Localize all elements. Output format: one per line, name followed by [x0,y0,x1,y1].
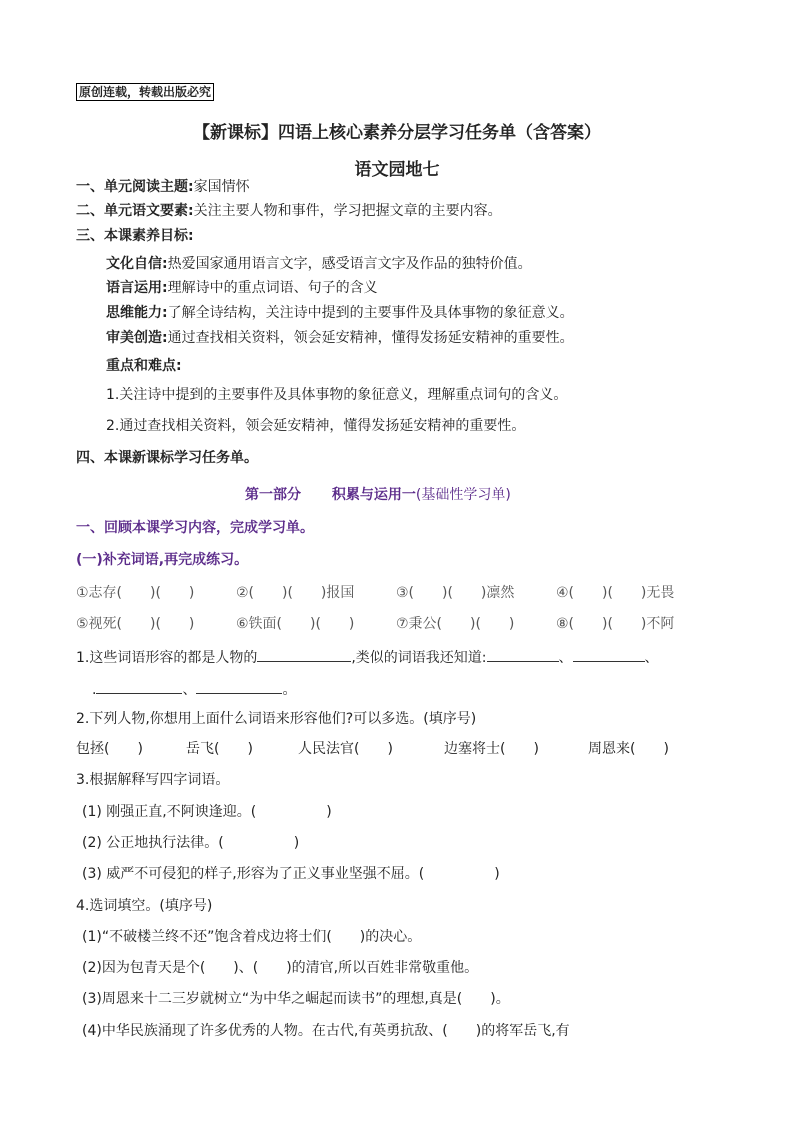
goal-item [106,254,532,274]
goal-label: 文化自信: [106,256,168,272]
person-item: 边塞将士( ) [444,741,539,757]
goal-text: 通过查找相关资料，领会延安精神，懂得发扬延安精神的重要性。 [167,330,574,346]
unit-theme-value: 家国情怀 [193,179,250,195]
q3-item: (2) 公正地执行法律。( ) [82,835,300,851]
q4-item: (1)“不破楼兰终不还”饱含着戍边将士们( )的决心。 [82,929,422,945]
q1-text-b: ,类似的词语我还知道: [351,650,487,666]
part-title [245,485,511,505]
goal-label: 审美创造: [106,330,168,346]
part-title-b: 积累与运用一 [331,487,416,503]
goal-label: 语言运用: [106,280,168,296]
person-item: 岳飞( ) [186,741,253,757]
q1-sep: 、 [182,682,197,698]
answer-blank[interactable] [96,679,182,694]
review-heading: 一、回顾本课学习内容，完成学习单。 [76,520,314,536]
goal-text: 热爱国家通用语言文字，感受语言文字及作品的独特价值。 [167,256,532,272]
q3-item: (3) 威严不可侵犯的样子,形容为了正义事业坚强不屈。( ) [82,866,500,882]
q1-sep: 、 [558,650,573,666]
word-item: ①志存( )( ) [76,585,195,601]
answer-blank[interactable] [257,647,351,662]
answer-blank[interactable] [196,679,282,694]
unit-theme-label: 一、单元阅读主题: [76,179,194,195]
word-row-1 [76,583,674,603]
q4-item: (3)周恩来十二三岁就树立“为中华之崛起而读书”的理想,真是( )。 [82,991,510,1007]
q4-item: (2)因为包青天是个( )、( )的清官,所以百姓非常敬重他。 [82,960,479,976]
goal-item [106,328,574,348]
q1-sep: 、 [644,650,659,666]
q1-text-a: 1.这些词语形容的都是人物的 [76,650,258,666]
answer-blank[interactable] [573,647,645,662]
word-item: ④( )( )无畏 [556,585,675,601]
copyright-notice: 原创连载，转载出版必究 [76,83,214,101]
part-title-c: (基础性学习单) [415,487,511,503]
question-1-line2 [92,679,296,700]
person-item: 包拯( ) [76,741,143,757]
q1-end: 。 [282,682,297,698]
people-row [76,739,669,759]
question-2: 2.下列人物,你想用上面什么词语来形容他们?可以多选。(填序号) [76,711,477,727]
unit-theme-line [76,177,250,197]
q1-line2-prefix: . [92,682,97,698]
q3-item: (1) 刚强正直,不阿谀逢迎。( ) [82,804,332,820]
person-item: 周恩来( ) [588,741,669,757]
page-title: 【新课标】四语上核心素养分层学习任务单（含答案） [193,123,601,143]
answer-blank[interactable] [487,647,559,662]
page-subtitle: 语文园地七 [354,160,440,180]
question-1 [76,647,659,668]
task-list-heading: 四、本课新课标学习任务单。 [76,450,258,466]
goals-heading: 三、本课素养目标: [76,228,194,244]
word-item: ⑦秉公( )( ) [396,616,515,632]
person-item: 人民法官( ) [298,741,393,757]
question-3: 3.根据解释写四字词语。 [76,772,230,788]
word-item: ③( )( )凛然 [396,585,515,601]
word-item: ⑧( )( )不阿 [556,616,675,632]
key-points-heading: 重点和难点: [106,358,182,374]
part-title-a: 第一部分 [245,487,301,503]
goal-text: 了解全诗结构，关注诗中提到的主要事件及具体事物的象征意义。 [167,305,574,321]
word-item: ②( )( )报国 [236,585,355,601]
unit-element-label: 二、单元语文要素: [76,203,194,219]
key-point-item: 1.关注诗中提到的主要事件及具体事物的象征意义，理解重点词句的含义。 [106,387,568,403]
q4-item: (4)中华民族涌现了许多优秀的人物。在古代,有英勇抗敌、( )的将军岳飞,有 [82,1023,570,1039]
question-4: 4.选词填空。(填序号) [76,898,213,914]
word-fill-heading: (一)补充词语,再完成练习。 [76,552,249,568]
unit-element-line [76,201,502,221]
goal-label: 思维能力: [106,305,168,321]
word-item: ⑤视死( )( ) [76,616,195,632]
goal-item [106,278,378,298]
word-item: ⑥铁面( )( ) [236,616,355,632]
unit-element-value: 关注主要人物和事件，学习把握文章的主要内容。 [193,203,502,219]
goal-item [106,303,574,323]
word-row-2 [76,614,674,634]
key-point-item: 2.通过查找相关资料，领会延安精神，懂得发扬延安精神的重要性。 [106,418,526,434]
goal-text: 理解诗中的重点词语、句子的含义 [167,280,378,296]
